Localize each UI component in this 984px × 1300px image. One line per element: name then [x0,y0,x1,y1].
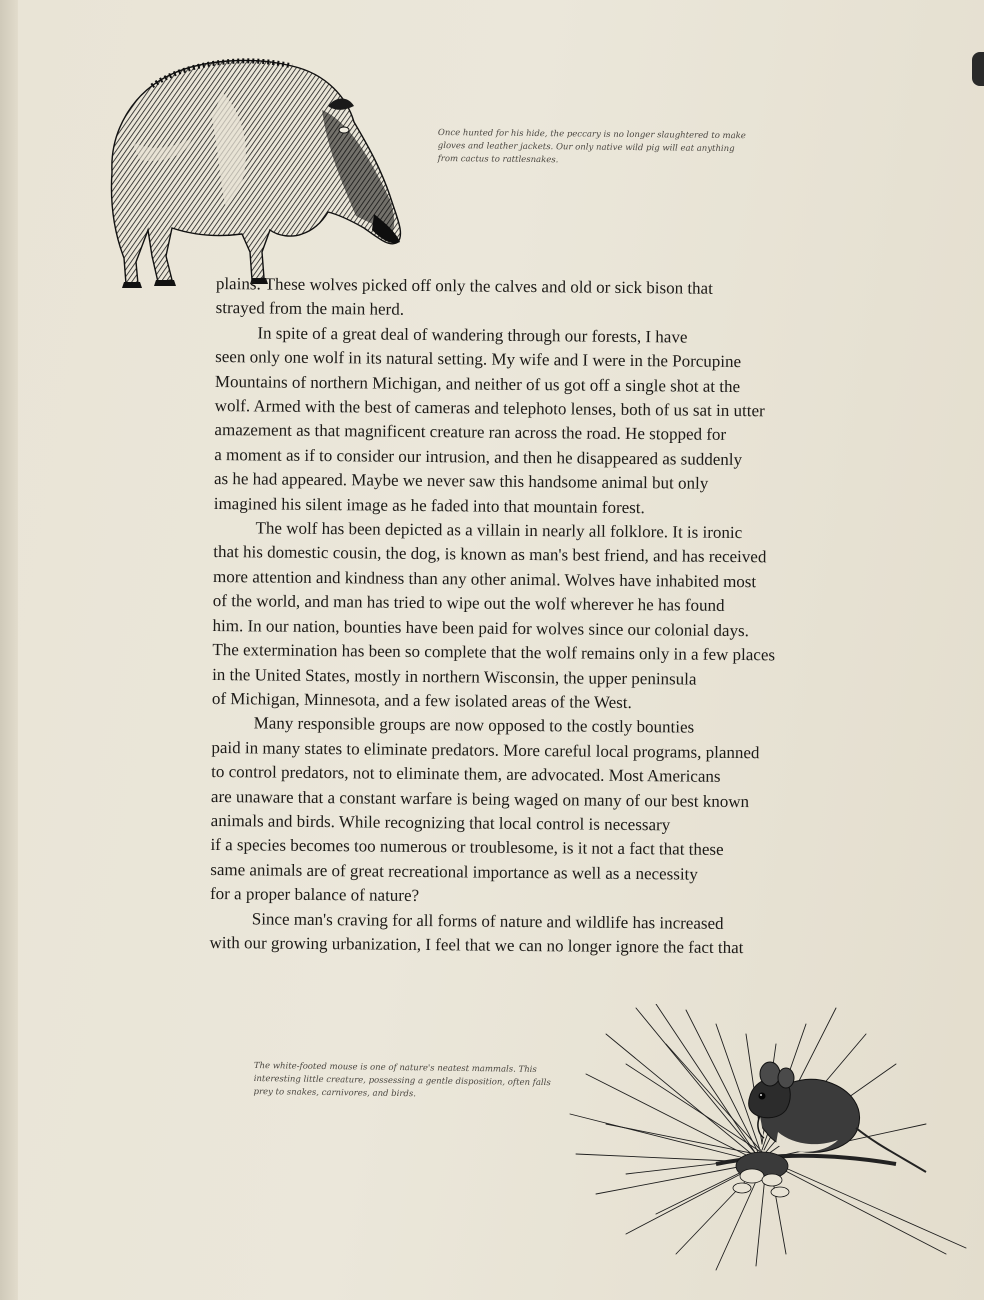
paragraph: plains. These wolves picked off only the calves and old or sick bison that strayed from the main herd. [215,273,713,320]
peccary-caption: Once hunted for his hide, the peccary is no longer slaughtered to make gloves and leather jackets. Our only native wild pig will eat anything from cactus to rattlesnakes. [437,127,746,166]
paragraph: Many responsible groups are now opposed to the costly bounties paid in many states to eliminate predators. More careful local programs, planned to control predators, not to eliminate them, are advocated. Most Americans are unaware that a constant warfare is being waged on many of our best known animals and birds. While recognizing that local control is necessary if a species becomes too numerous or troublesome, is it not a fact that these same animals are of great recreational importance as well as a necessity for a proper balance of nature? [209,713,760,906]
paragraph: In spite of a great deal of wandering through our forests, I have seen only one wolf in its natural setting. My wife and I were in the Porcupine Mountains of northern Michigan, and neither of us got off a single shot at the wolf. Armed with the best of cameras and telephoto lenses, both of us sat in utter amazement as that magnificent creature ran across the road. He stopped for a moment as if to consider our intrusion, and then he disappeared as suddenly as he had appeared. Maybe we never saw this handsome animal but only imagined his silent image as he faded into that mountain forest. [213,323,765,517]
paragraph: The wolf has been depicted as a villain in nearly all folklore. It is ironic that his domestic cousin, the dog, is known as man's best friend, and has received more attention and kindness than any other animal. Wolves have inhabited most of the world, and man has tried to wipe out the wolf wherever he has found him. In our nation, bounties have been paid for wolves since our colonial days. The extermination has been so complete that the wolf remains only in a few places in the United States, mostly in northern Wisconsin, the upper peninsula of Michigan, Minnesota, and a few isolated areas of the West. [211,518,776,712]
mouse-caption: The white-footed mouse is one of nature's neatest mammals. This interesting little creature, possessing a gentle disposition, often falls prey to snakes, carnivores, and birds. [253,1060,551,1100]
page-edge-shadow [0,0,18,1300]
peccary-illustration [92,52,412,297]
binder-clip-edge [972,52,984,86]
paragraph: Since man's craving for all forms of nature and wildlife has increased with our growing urbanization, I feel that we can no longer ignore the fact that [209,908,744,958]
main-text [209,272,876,962]
white-footed-mouse-illustration [566,1004,968,1272]
